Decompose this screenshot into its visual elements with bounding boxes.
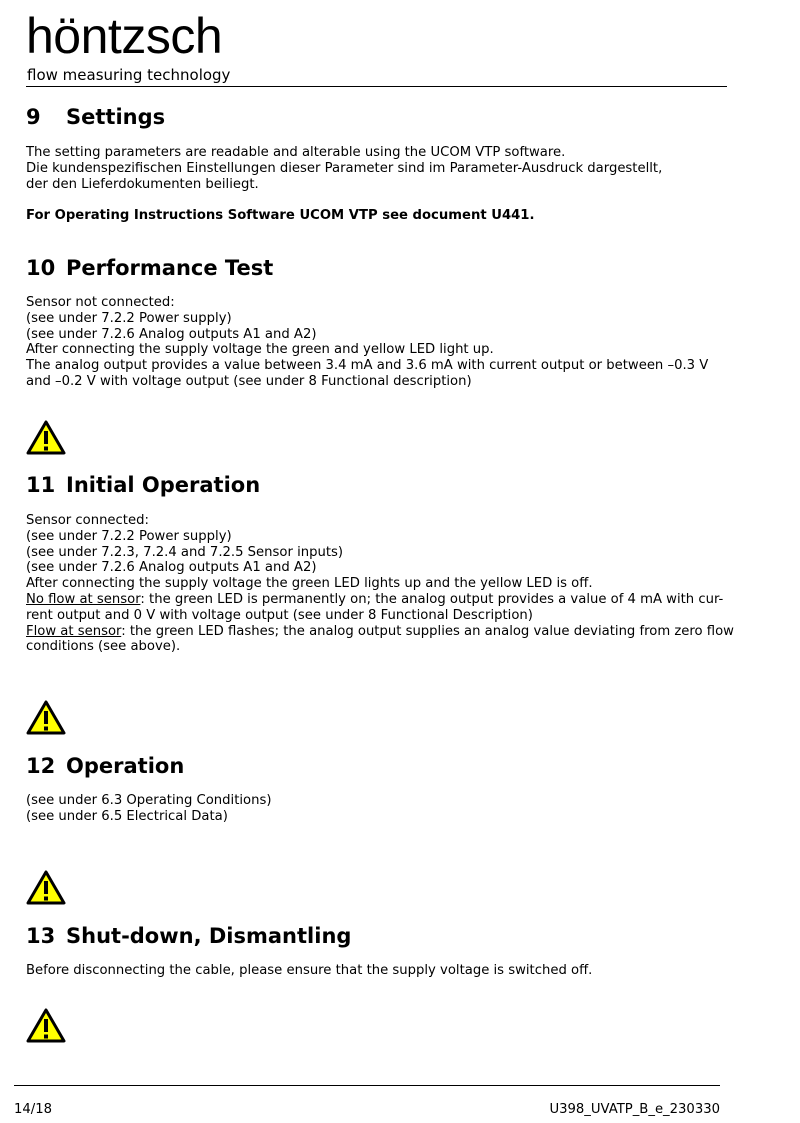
text-line: (see under 7.2.3, 7.2.4 and 7.2.5 Sensor inputs)	[26, 544, 344, 560]
section-heading-shut-down	[26, 923, 351, 949]
section-number: 12	[26, 754, 56, 778]
text-line: (see under 6.5 Electrical Data)	[26, 808, 228, 824]
section-heading-performance-test	[26, 255, 273, 281]
section-title: Shut-down, Dismantling	[66, 924, 352, 948]
text-line: Sensor connected:	[26, 513, 149, 528]
section-title: Performance Test	[66, 256, 274, 280]
text-line: After connecting the supply voltage the green LED lights up and the yellow LED is off.	[26, 576, 593, 592]
text-line: The setting parameters are readable and alterable using the UCOM VTP software.	[26, 145, 566, 160]
warning-triangle-icon	[26, 420, 66, 456]
text-line: After connecting the supply voltage the green and yellow LED light up.	[26, 342, 494, 358]
section-number: 13	[26, 924, 56, 948]
operation-body	[26, 793, 736, 825]
document-id: U398_UVATP_B_e_230330	[549, 1102, 720, 1117]
warning-triangle-icon	[26, 870, 66, 906]
text-line: conditions (see above).	[26, 639, 181, 655]
text-line: (see under 7.2.6 Analog outputs A1 and A2)	[26, 326, 317, 342]
warning-triangle-icon	[26, 700, 66, 736]
section-title: Initial Operation	[66, 473, 261, 497]
performance-test-body	[26, 295, 736, 390]
no-flow-line	[26, 592, 736, 608]
section-title: Operation	[66, 754, 185, 778]
footer-divider	[14, 1085, 720, 1086]
text-line: Before disconnecting the cable, please ensure that the supply voltage is switched off.	[26, 963, 593, 978]
header-divider	[26, 86, 727, 87]
text-line: rent output and 0 V with voltage output (see under 8 Functional Description)	[26, 607, 533, 623]
settings-bold-note: For Operating Instructions Software UCOM VTP see document U441.	[26, 208, 535, 223]
section-title: Settings	[66, 105, 166, 129]
text-line: (see under 7.2.2 Power supply)	[26, 310, 232, 326]
company-logo	[26, 8, 231, 84]
initial-operation-body	[26, 513, 736, 655]
section-number: 11	[26, 473, 56, 497]
flow-label: Flow at sensor	[26, 623, 122, 639]
text-line: (see under 7.2.2 Power supply)	[26, 528, 232, 544]
logo-tagline: flow measuring technology	[27, 66, 231, 84]
shut-down-body	[26, 963, 736, 979]
logo-wordmark: höntzsch	[26, 8, 223, 64]
text-line: der den Lieferdokumenten beiliegt.	[26, 176, 259, 192]
text-line: (see under 6.3 Operating Conditions)	[26, 793, 272, 808]
section-heading-settings	[26, 104, 165, 130]
flow-text: : the green LED flashes; the analog output supplies an analog value deviating from zero flow	[121, 623, 734, 639]
no-flow-text: : the green LED is permanently on; the analog output provides a value of 4 mA with cur-	[140, 591, 724, 607]
text-line: (see under 7.2.6 Analog outputs A1 and A2)	[26, 560, 317, 576]
section-number: 9	[26, 105, 41, 129]
section-number: 10	[26, 256, 56, 280]
flow-line	[26, 624, 736, 640]
settings-body	[26, 145, 736, 192]
page-number: 14/18	[14, 1102, 53, 1117]
text-line: and –0.2 V with voltage output (see under 8 Functional description)	[26, 373, 472, 389]
text-line: Sensor not connected:	[26, 295, 175, 310]
section-heading-initial-operation	[26, 472, 260, 498]
text-line: Die kundenspezifischen Einstellungen dieser Parameter sind im Parameter-Ausdruck dargestellt,	[26, 160, 663, 176]
text-line: The analog output provides a value between 3.4 mA and 3.6 mA with current output or between –0.3 V	[26, 358, 709, 374]
section-heading-operation	[26, 753, 184, 779]
no-flow-label: No flow at sensor	[26, 591, 141, 607]
warning-triangle-icon	[26, 1008, 66, 1044]
